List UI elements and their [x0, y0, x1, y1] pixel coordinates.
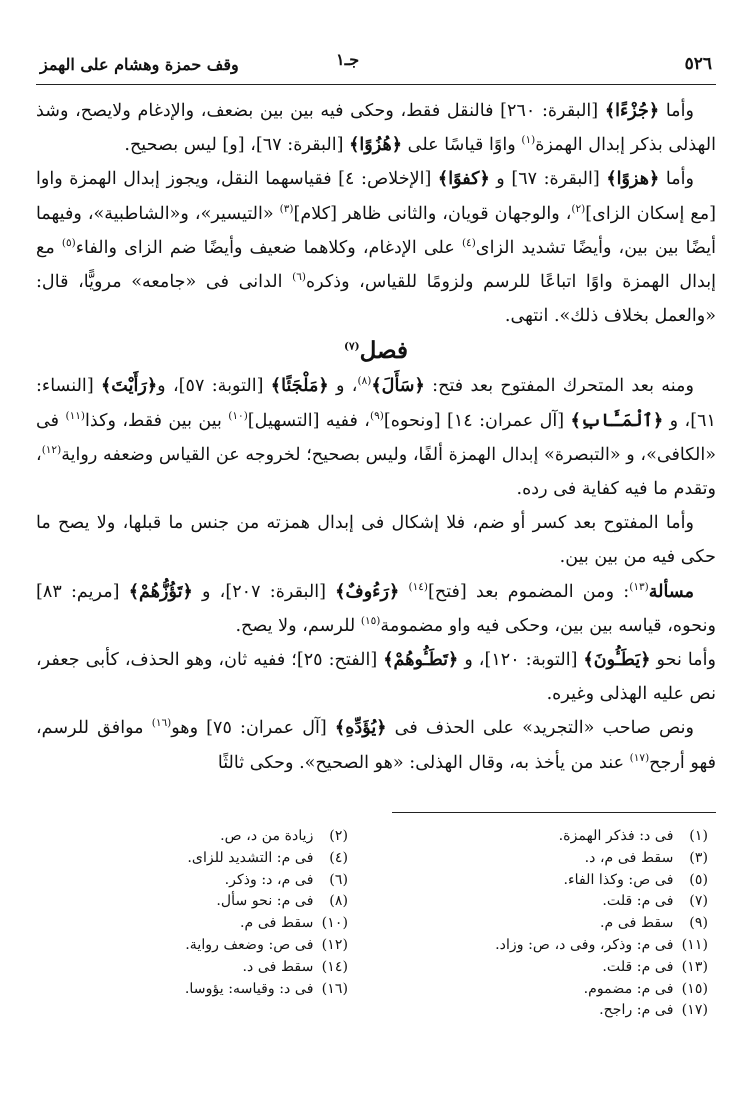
- text-run: واوًا قياسًا على: [402, 135, 522, 156]
- text-run: فى «الكافى»، و «التبصرة» إبدال الهمزة ألفًا، وليس بصحيح؛ لخروجه عن القياس وضعفه رواية: [36, 410, 716, 465]
- footnote-number: (١١): [681, 936, 708, 953]
- text-run: ومنه بعد المتحرك المفتوح بعد فتح:: [424, 376, 694, 397]
- footnote-number: (٨): [329, 893, 348, 910]
- footnote-number: (٥): [689, 871, 708, 888]
- text-run: [الإخلاص: ٤] فقياسهما النقل، ويجوز إبدال الهمزة واوا [مع إسكان الزاى]: [36, 169, 717, 224]
- footnote-text: فى ص: وضعف رواية.: [185, 936, 318, 953]
- footnotes-left-column: [48, 826, 348, 1022]
- footnote-number: (٩): [689, 915, 708, 932]
- footnote: [348, 935, 708, 957]
- footnote: [48, 979, 348, 1001]
- quran-word: ﴿كفوًا﴾: [437, 168, 490, 190]
- quran-word: ﴿ٱلْمَـَٔابِ﴾: [570, 409, 664, 431]
- text-run: [التوبة: ١٢٠]، و: [458, 650, 584, 671]
- quran-word: ﴿هُزُوًا﴾: [349, 134, 403, 156]
- text-run: وأما المفتوح بعد كسر أو ضم، فلا إشكال فى إبدال همزته من جنس ما قبلها، ولا يصح ما حكى فيه من بين بين.: [36, 513, 716, 568]
- footnote-number: (١): [689, 828, 708, 844]
- text-run: [آل عمران: ٧٥] وهو: [171, 718, 335, 739]
- quran-word: ﴿رَأَيْتَ﴾: [100, 375, 158, 397]
- footnote-number: (٢): [329, 828, 348, 844]
- footnote-marker: (٤): [461, 236, 476, 249]
- footnote-text: فى م: قلت.: [602, 958, 678, 975]
- footnote-number: (٤): [329, 849, 348, 866]
- paragraph: [36, 711, 716, 779]
- footnotes-right-column: [348, 826, 716, 1022]
- paragraph: [36, 643, 716, 711]
- quran-word: ﴿تَؤُزُّهُمْ﴾: [128, 580, 193, 602]
- footnote: [48, 870, 348, 892]
- volume-marker: جـ١: [336, 50, 360, 69]
- text-run: ، ففيه [التسهيل]: [247, 410, 370, 431]
- footnote-marker: (١): [521, 134, 536, 147]
- footnote-number: (٧): [689, 893, 708, 910]
- footnote-number: (١٣): [681, 958, 708, 975]
- text-run: على الإدغام، وكلاهما ضعيف وأيضًا ضم الزاى والفاء: [75, 237, 462, 258]
- text-run: وأما: [659, 169, 694, 190]
- footnote-marker: (١٠): [228, 409, 248, 422]
- footnote-number: (١٢): [321, 936, 348, 953]
- footnote: [348, 913, 708, 935]
- text-run: ، والوجهان قويان، والثانى ظاهر [كلام]: [293, 203, 572, 224]
- footnote-text: فى م، د: وذكر.: [224, 871, 318, 888]
- footnote-number: (١٤): [321, 958, 348, 975]
- text-run: وأما: [659, 101, 694, 121]
- text-run: [آل عمران: ١٤] [ونحوه]: [383, 410, 571, 431]
- text-run: : ومن المضموم بعد [فتح]: [427, 581, 630, 602]
- footnote: [48, 935, 348, 957]
- footnote-marker: (١٥): [360, 614, 381, 627]
- text-run: [البقرة: ٢٠٧]، و: [192, 581, 336, 602]
- page-number: ٥٢٦: [684, 54, 712, 74]
- text-run: «التيسير»، و«الشاطبية»، وفيهما أيضًا بين بين، وأيضًا تشديد الزاى: [36, 203, 717, 258]
- footnote-marker: (١٤): [408, 580, 428, 593]
- footnote-text: سقط فى م، د.: [584, 849, 678, 866]
- bold-term: مسألة: [648, 580, 695, 602]
- quran-word: ﴿مَلْجَئًا﴾: [270, 375, 329, 397]
- footnote-text: فى د: فذكر الهمزة.: [558, 828, 678, 844]
- footnote: [348, 979, 708, 1001]
- quran-word: ﴿يُؤَدِّهِ﴾: [334, 717, 387, 739]
- footnote-marker: (١٧): [629, 751, 650, 764]
- footnote-marker: (٦): [292, 271, 306, 284]
- footnote: [348, 1000, 708, 1022]
- running-title: وقف حمزة وهشام على الهمز: [40, 55, 239, 74]
- text-run: ونص صاحب «التجريد» على الحذف فى: [386, 718, 694, 739]
- paragraph: [36, 575, 716, 643]
- footnote-marker: (١١): [65, 409, 85, 422]
- text-run: عند من يأخذ به، وقال الهذلى: «هو الصحيح». وحكى ثالثًا: [217, 752, 630, 773]
- footnote-marker: (١٣): [629, 580, 649, 593]
- footnote-text: سقط فى م.: [600, 915, 678, 932]
- footnote-text: سقط فى م.: [240, 915, 318, 932]
- book-page: [36, 44, 717, 1019]
- text-run: فصل: [359, 337, 408, 365]
- text-run: [التوبة: ٥٧]، و: [157, 376, 271, 397]
- footnote: [48, 891, 348, 913]
- text-run: [مريم: ٨٣] ونحوه، قياسه بين بين، وحكى فيه واو مضمومة: [36, 581, 716, 636]
- text-run: [الفتح: ٢٥]؛ ففيه ثان، وهو الحذف، كأبى جعفر، نص عليه الهذلى وغيره.: [36, 650, 716, 705]
- footnote-text: فى م: راجح.: [599, 1002, 678, 1019]
- footnote-number: (١٠): [321, 915, 348, 932]
- text-run: [البقرة: ٦٧]، [و] ليس بصحيح.: [124, 135, 350, 156]
- paragraph: [36, 162, 716, 333]
- footnote-text: فى م: وذكر، وفى د، ص: وزاد.: [495, 936, 678, 953]
- footnote-rule: [392, 812, 716, 813]
- footnote: [348, 957, 708, 979]
- footnote-marker: (٥): [61, 236, 76, 249]
- quran-word: ﴿تَطَـُٔوهُمْ﴾: [383, 649, 459, 671]
- footnote-text: فى م: مضموم.: [583, 980, 678, 997]
- footnote-number: (١٧): [681, 1002, 708, 1019]
- running-header: [36, 44, 716, 74]
- footnote-text: فى م: التشديد للزاى.: [187, 849, 318, 866]
- footnote: [48, 826, 348, 848]
- footnotes: [36, 826, 716, 1022]
- footnote: [48, 913, 348, 935]
- text-run: [البقرة: ٦٧] و: [489, 169, 607, 190]
- quran-word: ﴿جُزْءًا﴾: [604, 100, 660, 121]
- section-heading: [36, 333, 716, 369]
- footnote-number: (٣): [689, 849, 708, 866]
- text-run: ، وتقدم ما فيه كفاية فى رده.: [36, 444, 716, 500]
- footnote-marker: (٧): [344, 340, 360, 353]
- footnote-text: فى م: قلت.: [602, 893, 678, 910]
- footnote: [348, 848, 708, 870]
- paragraph: [36, 94, 716, 162]
- quran-word: ﴿يَطَـُٔونَ﴾: [583, 649, 651, 671]
- text-run: [النساء: ٦١]، و: [36, 376, 716, 431]
- footnote-text: سقط فى د.: [242, 958, 318, 975]
- footnote-text: فى م: نحو سأل.: [216, 893, 318, 910]
- footnote-marker: (٩): [369, 409, 384, 422]
- footnote: [348, 826, 708, 848]
- footnote-marker: (٢): [571, 202, 586, 215]
- footnote-number: (١٥): [681, 980, 708, 997]
- text-run: الدانى فى «جامعه» مرويًّا، قال: «والعمل بخلاف ذلك». انتهى.: [36, 272, 716, 327]
- text-run: موافق للرسم، فهو أرجح: [36, 718, 716, 773]
- footnote: [48, 848, 348, 870]
- text-run: ، و: [328, 376, 358, 397]
- footnote: [48, 957, 348, 979]
- footnote-marker: (٨): [357, 375, 372, 388]
- text-run: وأما نحو: [650, 650, 716, 671]
- quran-word: ﴿رَءُوفٌ﴾: [335, 580, 400, 602]
- text-run: للرسم، ولا يصح.: [235, 615, 361, 636]
- footnote: [348, 870, 708, 892]
- footnote-marker: (١٦): [151, 717, 172, 730]
- footnote-text: فى د: وقياسه: يؤوسا.: [184, 980, 318, 997]
- main-text: [36, 94, 716, 780]
- footnote: [348, 891, 708, 913]
- footnote-text: زيادة من د، ص.: [220, 828, 318, 844]
- paragraph: [36, 506, 716, 574]
- footnote-text: فى ص: وكذا الفاء.: [563, 871, 678, 888]
- text-run: بين بين فقط، وكذا: [84, 410, 229, 431]
- footnote-marker: (٣): [279, 202, 294, 215]
- header-rule: [36, 84, 716, 85]
- text-run: مع إبدال الهمزة واوًا اتباعًا للرسم ولزومًا للقياس، وذكره: [36, 237, 717, 293]
- footnote-number: (١٦): [321, 980, 348, 997]
- footnote-marker: (١٢): [41, 443, 62, 456]
- paragraph: [36, 369, 716, 506]
- footnote-number: (٦): [329, 871, 348, 888]
- quran-word: ﴿سَأَلَ﴾: [371, 375, 425, 397]
- text-run: [البقرة: ٢٦٠] فالنقل فقط، وحكى فيه بين بين بضعف، والإدغام ولايصح، وشذ الهذلى بذكر إبدال الهمزة: [36, 101, 716, 156]
- quran-word: ﴿هزوًا﴾: [606, 168, 660, 190]
